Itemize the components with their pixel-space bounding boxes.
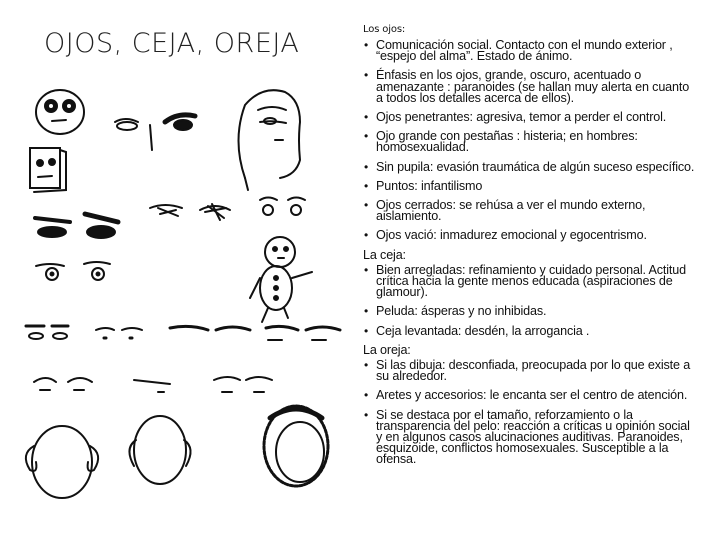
profile-head-sketch bbox=[239, 90, 301, 190]
list-item: • Aretes y accesorios: le encanta ser el centro de atención. bbox=[363, 390, 699, 401]
text-column bbox=[363, 24, 699, 474]
list-item: • Puntos: infantilismo bbox=[363, 181, 699, 192]
child-figure-sketch bbox=[250, 237, 312, 322]
ojos-list bbox=[363, 40, 699, 242]
list-item: • Sin pupila: evasión traumática de algún suceso específico. bbox=[363, 162, 699, 173]
eyes-with-lashes-sketch bbox=[150, 198, 305, 221]
square-face-sketch bbox=[30, 148, 66, 192]
list-item: • Si se destaca por el tamaño, reforzamiento o la transparencia del pelo: reacción a críticas u opinión social y en algunos casos alucinaciones auditivas. Paranoides, esquizoide, conflictos homosexuales. Susceptible a la ofensa. bbox=[363, 410, 699, 466]
list-item: • Ceja levantada: desdén, la arrogancia . bbox=[363, 326, 699, 337]
slide-title: OJOS, CEJA, OREJA bbox=[44, 28, 300, 59]
open-eyes-sketch bbox=[36, 262, 110, 280]
list-item: • Peluda: ásperas y no inhibidas. bbox=[363, 306, 699, 317]
list-item: • Bien arregladas: refinamiento y cuidado personal. Actitud crítica hacia la gente menos educada (aspiraciones de glamour). bbox=[363, 265, 699, 299]
oreja-list bbox=[363, 360, 699, 466]
oreja-heading: La oreja: bbox=[363, 342, 411, 357]
sketch-illustrations bbox=[0, 70, 352, 540]
ojos-heading: Los ojos: bbox=[363, 24, 406, 35]
list-item: • Ojos penetrantes: agresiva, temor a perder el control. bbox=[363, 112, 699, 123]
raised-brows-sketch bbox=[34, 377, 272, 392]
thick-brows-sketch bbox=[35, 214, 118, 238]
eyebrows-row-sketch bbox=[26, 326, 340, 340]
penetrating-eyes-sketch bbox=[115, 115, 195, 150]
list-item: • Comunicación social. Contacto con el mundo exterior , “espejo del alma”. Estado de ánimo. bbox=[363, 40, 699, 62]
list-item: • Si las dibuja: desconfiada, preocupada por lo que existe a su alrededor. bbox=[363, 360, 699, 382]
list-item: • Ojo grande con pestañas : histeria; en hombres: homosexualidad. bbox=[363, 131, 699, 153]
ceja-list bbox=[363, 262, 699, 338]
list-item: • Ojos vació: inmadurez emocional y egocentrismo. bbox=[363, 230, 699, 241]
list-item: • Énfasis en los ojos, grande, oscuro, acentuado o amenazante : paranoides (se hallan muy alerta en cuanto a todos los detalles acerca de ellos). bbox=[363, 70, 699, 104]
list-item: • Ojos cerrados: se rehúsa a ver el mundo externo, aislamiento. bbox=[363, 200, 699, 222]
face-dark-eyes-sketch bbox=[36, 90, 84, 134]
ears-sketch bbox=[26, 406, 328, 498]
ceja-heading: La ceja: bbox=[363, 247, 406, 262]
